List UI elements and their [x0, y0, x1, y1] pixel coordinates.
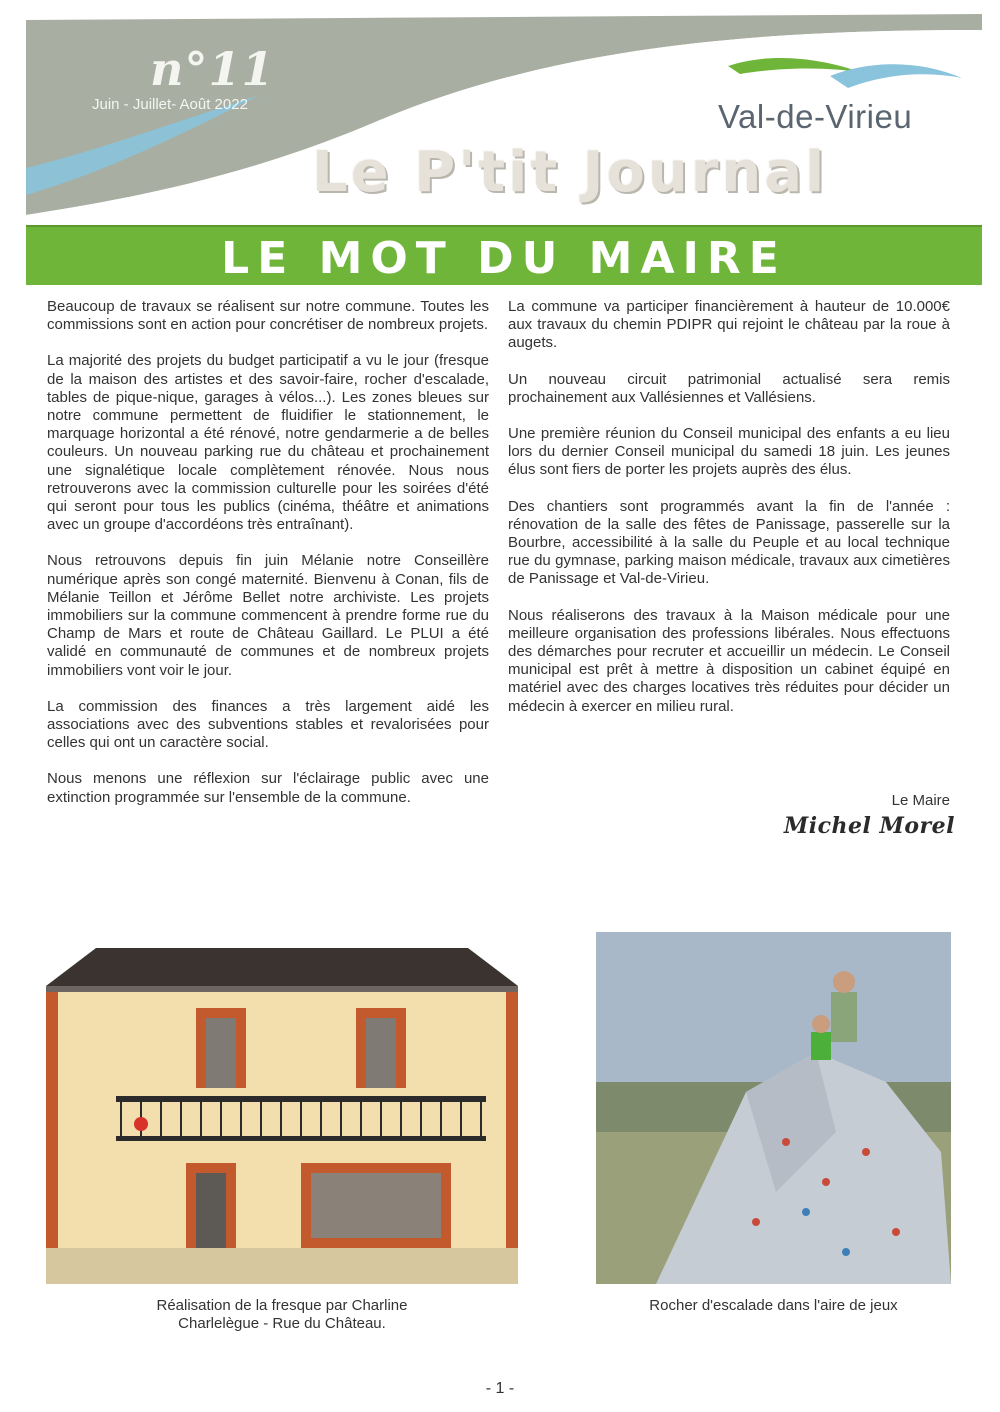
paragraph: Nous retrouvons depuis fin juin Mélanie notre Conseillère numérique après son congé maternité. Bienvenu à Conan, fils de Mélanie Teillon et Jérôme Bellet notre archiviste. Les projets immobiliers sur la commune commencent à prendre forme rue du Champ de Mars et route de Château Gaillard. Le PLUI a été validé en communauté de communes et de nombreux projets immobiliers vont voir le jour. — [47, 552, 489, 679]
paragraph: La commission des finances a très largement aidé les associations avec des subventions stables et revalorisées pour celles qui ont un caractère social. — [47, 697, 489, 752]
fresco-building-photo — [46, 948, 518, 1284]
article-left-column — [47, 298, 489, 825]
signature: Michel Morel — [783, 813, 955, 839]
issue-number: n°11 — [150, 42, 275, 96]
signature-role: Le Maire — [891, 792, 950, 809]
journal-title: Le P'tit Journal — [312, 140, 828, 205]
section-banner — [26, 225, 982, 285]
issue-date: Juin - Juillet- Août 2022 — [92, 96, 248, 113]
paragraph: Une première réunion du Conseil municipal des enfants a eu lieu lors du dernier Conseil municipal du samedi 18 juin. Les jeunes élus sont fiers de porter les projets auprès des élus. — [508, 425, 950, 479]
brand-logo-text: Val-de-Virieu — [718, 98, 913, 135]
fresco-building-illustration — [46, 948, 518, 1284]
logo-blue-swoosh — [830, 64, 962, 88]
page-number: - 1 - — [485, 1380, 515, 1397]
paragraph: Des chantiers sont programmés avant la fin de l'année : rénovation de la salle des fêtes de Panissage, passerelle sur la Bourbre, accessibilité à la salle du Peuple et au local technique rue du gymnase, parking maison médicale, travaux aux cimetières de Panissage et Val-de-Virieu. — [508, 497, 950, 588]
logo-green-swoosh — [728, 58, 860, 74]
climbing-photo-caption: Rocher d'escalade dans l'aire de jeux — [649, 1297, 898, 1314]
climbing-rock-photo — [596, 932, 951, 1284]
paragraph: Nous réaliserons des travaux à la Maison médicale pour une meilleure organisation des professions libérales. Nous effectuons des démarches pour recruter et accueillir un médecin. Le Conseil municipal est prêt à mettre à disposition un cabinet équipé en matériel avec des charges locatives très réduites pour décider un médecin à exercer en milieu rural. — [508, 606, 950, 715]
paragraph: La commune va participer financièrement à hauteur de 10.000€ aux travaux du chemin PDIPR qui rejoint le château par la roue à augets. — [508, 298, 950, 352]
article-right-column — [508, 298, 950, 734]
section-title: LE MOT DU MAIRE — [221, 233, 787, 284]
paragraph: La majorité des projets du budget participatif a vu le jour (fresque de la maison des artistes et des savoir-faire, rocher d'escalade, tables de pique-nique, garages à vélos...). Les zones bleues sur notre commune permettent de fluidifier le stationnement, le marquage horizontal a été rénové, notre gendarmerie a de belles couleurs. Un nouveau parking rue du château et prochainement une signalétique locale complètement rénovée. Nous nous retrouverons avec la commission culturelle pour les soirées d'été qui seront pour tous les publics (cinéma, théâtre et animations avec un groupe d'accordéons très entraînant). — [47, 352, 489, 534]
caption-line: Réalisation de la fresque par Charline — [156, 1297, 408, 1314]
paragraph: Beaucoup de travaux se réalisent sur notre commune. Toutes les commissions sont en action pour concrétiser de nombreux projets. — [47, 298, 489, 334]
caption-line: Charlelègue - Rue du Château. — [178, 1315, 386, 1332]
climbing-rock-illustration — [596, 932, 951, 1284]
paragraph: Nous menons une réflexion sur l'éclairage public avec une extinction programmée sur l'ensemble de la commune. — [47, 770, 489, 806]
fresco-photo-caption — [46, 1297, 518, 1333]
paragraph: Un nouveau circuit patrimonial actualisé sera remis prochainement aux Vallésiennes et Vallésiens. — [508, 370, 950, 406]
